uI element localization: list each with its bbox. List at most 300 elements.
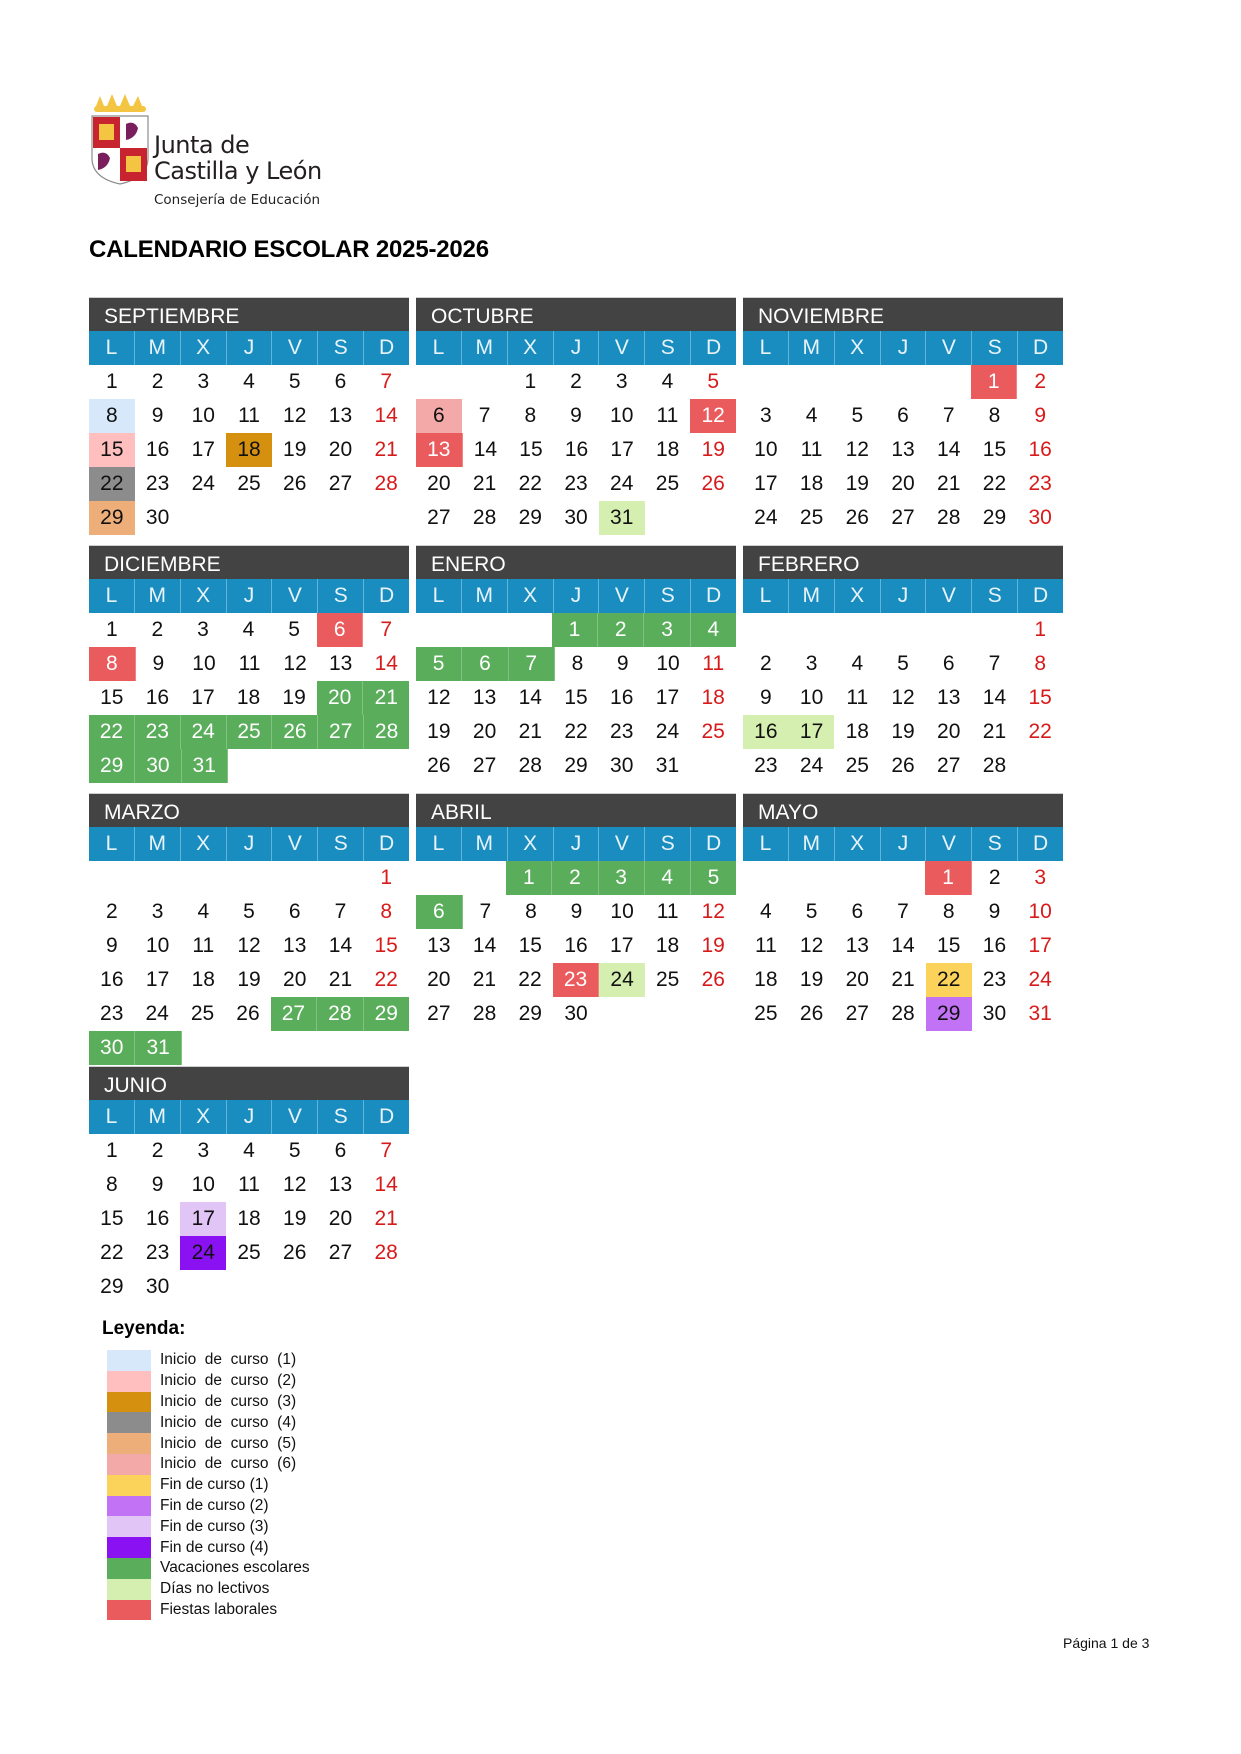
month-title: FEBRERO [743, 545, 1063, 579]
day-cell: 20 [427, 472, 451, 495]
empty-cell [227, 1031, 272, 1065]
weekday-label: L [89, 331, 135, 365]
month-marzo [89, 793, 409, 1065]
month-noviembre [743, 297, 1063, 535]
day-cell: 22 [374, 968, 398, 991]
day-cell: 16 [564, 438, 589, 461]
legend-label: Inicio de curso (5) [160, 1434, 297, 1452]
day-cell: 16 [145, 686, 170, 709]
day-cell: 26 [272, 715, 318, 749]
empty-cell [364, 1031, 409, 1065]
day-cell: 15 [100, 686, 124, 709]
empty-cell [743, 365, 789, 399]
day-cell: 13 [472, 686, 497, 709]
day-cell: 28 [374, 472, 398, 495]
day-cell: 2 [151, 1139, 164, 1162]
day-cell: 5 [897, 652, 909, 675]
day-cell: 13 [328, 1173, 353, 1196]
legend-label: Fin de curso (1) [160, 1476, 269, 1494]
empty-cell [364, 749, 409, 783]
day-cell: 21 [328, 968, 353, 991]
day-cell: 21 [891, 968, 915, 991]
week-row [743, 433, 1063, 467]
day-cell: 3 [197, 1139, 210, 1162]
day-cell: 7 [380, 370, 393, 393]
day-cell: 8 [89, 647, 136, 681]
day-cell: 30 [145, 1275, 170, 1298]
month-title: MARZO [89, 793, 409, 827]
empty-cell [743, 613, 789, 647]
day-cell: 9 [152, 652, 165, 675]
day-cell: 8 [1034, 652, 1047, 675]
day-cell: 23 [564, 472, 588, 495]
day-cell: 7 [942, 404, 955, 427]
legend-item [107, 1516, 310, 1537]
week-row [743, 365, 1063, 399]
day-cell: 15 [518, 934, 542, 957]
weekday-label: V [272, 331, 318, 365]
day-cell: 2 [1034, 370, 1047, 393]
week-row [416, 647, 736, 681]
weekday-header [89, 331, 409, 365]
empty-cell [880, 861, 926, 895]
week-row [89, 895, 409, 929]
day-cell: 5 [851, 404, 864, 427]
day-cell: 17 [191, 686, 215, 709]
week-row [89, 1134, 409, 1168]
day-cell: 10 [191, 1173, 215, 1196]
week-row [743, 467, 1063, 501]
empty-cell [645, 997, 691, 1031]
weekday-label: L [416, 331, 462, 365]
legend-item [107, 1433, 310, 1454]
day-cell: 23 [145, 472, 170, 495]
day-cell: 30 [1028, 506, 1052, 529]
page-title: CALENDARIO ESCOLAR 2025-2026 [89, 236, 489, 263]
day-cell: 18 [701, 686, 725, 709]
day-cell: 13 [329, 652, 353, 675]
weekday-label: S [318, 331, 364, 365]
day-cell: 29 [364, 997, 409, 1031]
weekday-label: D [706, 336, 722, 359]
day-cell: 10 [192, 652, 216, 675]
empty-cell [599, 997, 645, 1031]
day-cell: 3 [599, 861, 645, 895]
weekday-label: J [227, 331, 273, 365]
weekday-header [416, 827, 736, 861]
day-cell: 12 [283, 404, 307, 427]
day-cell: 18 [655, 934, 680, 957]
day-cell: 2 [151, 370, 164, 393]
day-cell: 19 [799, 968, 824, 991]
weekday-label: M [135, 331, 181, 365]
day-cell: 18 [845, 720, 869, 743]
day-cell: 5 [288, 618, 300, 641]
day-cell: 14 [374, 652, 398, 675]
day-cell: 10 [145, 934, 170, 957]
weekday-label: X [181, 1100, 227, 1134]
day-cell: 5 [691, 861, 736, 895]
day-cell: 11 [754, 934, 777, 957]
empty-cell [926, 613, 972, 647]
day-cell: 16 [145, 1207, 170, 1230]
week-row [89, 1270, 409, 1304]
day-cell: 17 [1028, 934, 1052, 957]
weekday-header [89, 1100, 409, 1134]
day-cell: 22 [89, 467, 135, 501]
day-cell: 26 [283, 1241, 307, 1264]
day-cell: 8 [380, 900, 393, 923]
day-cell: 27 [328, 1241, 353, 1264]
week-row [416, 963, 736, 997]
day-cell: 26 [236, 1002, 260, 1025]
day-cell: 6 [416, 895, 463, 929]
day-cell: 12 [799, 934, 824, 957]
day-cell: 11 [846, 686, 869, 709]
day-cell: 30 [564, 1002, 588, 1025]
color-swatch-icon [107, 1350, 151, 1371]
weekday-label: L [416, 827, 462, 861]
page-number: Página 1 de 3 [1063, 1635, 1150, 1651]
day-cell: 26 [283, 472, 307, 495]
day-cell: 4 [243, 370, 255, 393]
day-cell: 16 [1028, 438, 1052, 461]
week-row [89, 365, 409, 399]
empty-cell [226, 501, 272, 535]
weekday-label: D [379, 584, 395, 607]
day-cell: 24 [180, 1236, 226, 1270]
weekday-label: D [1033, 832, 1049, 855]
day-cell: 20 [317, 681, 364, 715]
week-row [416, 501, 736, 535]
day-cell: 6 [851, 900, 864, 923]
empty-cell [318, 1270, 364, 1304]
day-cell: 22 [89, 715, 135, 749]
day-cell: 12 [690, 399, 736, 433]
month-title: ENERO [416, 545, 736, 579]
weekday-label: J [881, 579, 927, 613]
day-cell: 26 [799, 1002, 824, 1025]
day-cell: 27 [472, 754, 497, 777]
day-cell: 19 [283, 438, 307, 461]
day-cell: 6 [897, 404, 909, 427]
day-cell: 30 [89, 1031, 135, 1065]
day-cell: 9 [570, 404, 582, 427]
empty-cell [416, 365, 462, 399]
empty-cell [925, 365, 971, 399]
day-cell: 22 [926, 963, 972, 997]
day-cell: 2 [570, 370, 582, 393]
day-cell: 4 [851, 652, 864, 675]
month-title: DICIEMBRE [89, 545, 409, 579]
day-cell: 5 [288, 1139, 301, 1162]
day-cell: 13 [891, 438, 915, 461]
day-cell: 4 [661, 370, 674, 393]
day-cell: 7 [988, 652, 1001, 675]
day-cell: 15 [564, 686, 588, 709]
day-cell: 28 [982, 754, 1007, 777]
weekday-label: L [89, 1100, 135, 1134]
weekday-label: J [881, 331, 927, 365]
day-cell: 23 [982, 968, 1007, 991]
weekday-label: M [462, 579, 508, 613]
day-cell: 27 [427, 506, 451, 529]
day-cell: 28 [891, 1002, 915, 1025]
empty-cell [182, 1031, 227, 1065]
day-cell: 15 [1028, 686, 1052, 709]
week-row [89, 861, 409, 895]
legend-item [107, 1392, 310, 1413]
day-cell: 13 [845, 934, 869, 957]
day-cell: 30 [564, 506, 588, 529]
weekday-label: J [227, 827, 273, 861]
color-swatch-icon [107, 1433, 151, 1454]
month-title: OCTUBRE [416, 297, 736, 331]
week-row [89, 715, 409, 749]
day-cell: 23 [553, 963, 600, 997]
week-row [743, 647, 1063, 681]
day-cell: 14 [374, 1173, 398, 1196]
day-cell: 29 [89, 749, 135, 783]
day-cell: 1 [925, 861, 972, 895]
day-cell: 19 [237, 968, 261, 991]
legend-item [107, 1600, 310, 1621]
weekday-label: V [599, 827, 645, 861]
day-cell: 24 [1028, 968, 1052, 991]
day-cell: 16 [564, 934, 588, 957]
day-cell: 18 [754, 968, 778, 991]
day-cell: 15 [100, 1207, 124, 1230]
day-cell: 11 [800, 438, 823, 461]
day-cell: 12 [891, 686, 915, 709]
week-row [743, 399, 1063, 433]
day-cell: 13 [283, 934, 307, 957]
day-cell: 2 [988, 866, 1001, 889]
day-cell: 9 [1034, 404, 1047, 427]
day-cell: 26 [701, 968, 725, 991]
weekday-label: V [599, 579, 645, 613]
day-cell: 30 [982, 1002, 1007, 1025]
day-cell: 7 [479, 900, 492, 923]
day-cell: 31 [599, 501, 645, 535]
day-cell: 10 [799, 686, 824, 709]
week-row [416, 997, 736, 1031]
weekday-label: M [789, 331, 835, 365]
day-cell: 3 [197, 370, 210, 393]
day-cell: 15 [937, 934, 961, 957]
day-cell: 17 [789, 715, 835, 749]
weekday-label: L [89, 827, 135, 861]
day-cell: 7 [380, 1139, 393, 1162]
day-cell: 19 [845, 472, 869, 495]
day-cell: 29 [564, 754, 588, 777]
day-cell: 26 [845, 506, 869, 529]
day-cell: 14 [518, 686, 542, 709]
day-cell: 1 [1034, 618, 1047, 641]
day-cell: 18 [237, 1207, 261, 1230]
day-cell: 19 [891, 720, 915, 743]
day-cell: 29 [926, 997, 972, 1031]
color-swatch-icon [107, 1537, 151, 1558]
day-cell: 26 [701, 472, 725, 495]
day-cell: 5 [707, 370, 720, 393]
day-cell: 14 [891, 934, 915, 957]
day-cell: 8 [524, 404, 537, 427]
day-cell: 26 [891, 754, 915, 777]
legend-item [107, 1350, 310, 1371]
day-cell: 2 [552, 861, 598, 895]
weekday-label: S [318, 1100, 364, 1134]
day-cell: 24 [754, 506, 778, 529]
day-cell: 1 [552, 613, 598, 647]
day-cell: 7 [380, 618, 393, 641]
day-cell: 21 [472, 968, 497, 991]
day-cell: 12 [845, 438, 869, 461]
day-cell: 16 [100, 968, 124, 991]
week-row [89, 997, 409, 1031]
day-cell: 24 [181, 715, 227, 749]
color-swatch-icon [107, 1496, 151, 1517]
week-row [416, 467, 736, 501]
day-cell: 6 [288, 900, 301, 923]
week-row [89, 467, 409, 501]
day-cell: 20 [891, 472, 915, 495]
day-cell: 9 [151, 404, 164, 427]
day-cell: 21 [374, 438, 398, 461]
week-row [89, 929, 409, 963]
day-cell: 28 [364, 715, 409, 749]
week-row [89, 681, 409, 715]
org-name-line2: Castilla y León [154, 157, 322, 185]
day-cell: 16 [145, 438, 170, 461]
day-cell: 7 [897, 900, 909, 923]
day-cell: 29 [89, 501, 135, 535]
color-swatch-icon [107, 1392, 151, 1413]
week-row [743, 715, 1063, 749]
day-cell: 22 [518, 968, 542, 991]
day-cell: 6 [334, 370, 347, 393]
day-cell: 3 [151, 900, 164, 923]
legend-label: Inicio de curso (6) [160, 1455, 297, 1473]
color-swatch-icon [107, 1516, 151, 1537]
day-cell: 9 [151, 1173, 164, 1196]
empty-cell [363, 501, 409, 535]
day-cell: 28 [937, 506, 961, 529]
weekday-label: X [508, 331, 554, 365]
weekday-label: L [416, 579, 462, 613]
weekday-label: X [181, 331, 227, 365]
weekday-label: S [972, 579, 1018, 613]
day-cell: 2 [598, 613, 644, 647]
legend-item [107, 1579, 310, 1600]
week-row [743, 861, 1063, 895]
weekday-header [743, 827, 1063, 861]
day-cell: 5 [288, 370, 301, 393]
day-cell: 28 [518, 754, 542, 777]
day-cell: 30 [135, 749, 181, 783]
empty-cell [228, 749, 273, 783]
day-cell: 11 [656, 404, 679, 427]
day-cell: 18 [191, 968, 215, 991]
day-cell: 25 [701, 720, 725, 743]
day-cell: 28 [374, 1241, 398, 1264]
day-cell: 8 [571, 652, 584, 675]
day-cell: 11 [238, 404, 260, 427]
day-cell: 27 [318, 715, 364, 749]
empty-cell [834, 861, 880, 895]
color-swatch-icon [107, 1371, 151, 1392]
day-cell: 19 [701, 934, 725, 957]
week-row [89, 1031, 409, 1065]
empty-cell [273, 749, 318, 783]
day-cell: 2 [760, 652, 772, 675]
weekday-label: S [645, 827, 691, 861]
day-cell: 11 [702, 652, 725, 675]
day-cell: 25 [655, 472, 680, 495]
week-row [89, 613, 409, 647]
day-cell: 17 [610, 934, 634, 957]
empty-cell [645, 501, 691, 535]
day-cell: 27 [328, 472, 353, 495]
week-row [89, 399, 409, 433]
empty-cell [135, 861, 181, 895]
day-cell: 15 [374, 934, 398, 957]
day-cell: 19 [282, 686, 306, 709]
empty-cell [743, 861, 789, 895]
weekday-label: D [706, 832, 722, 855]
weekday-label: L [743, 579, 789, 613]
empty-cell [318, 861, 364, 895]
week-row [416, 929, 736, 963]
weekday-header [416, 579, 736, 613]
day-cell: 1 [106, 370, 118, 393]
day-cell: 19 [427, 720, 451, 743]
legend-label: Vacaciones escolares [160, 1559, 310, 1577]
weekday-label: J [554, 827, 600, 861]
day-cell: 9 [106, 934, 118, 957]
legend-label: Fiestas laborales [160, 1600, 278, 1618]
day-cell: 18 [799, 472, 824, 495]
weekday-label: V [599, 331, 645, 365]
color-swatch-icon [107, 1558, 151, 1579]
color-swatch-icon [107, 1579, 151, 1600]
day-cell: 8 [106, 1173, 118, 1196]
day-cell: 28 [472, 506, 497, 529]
month-abril [416, 793, 736, 1031]
empty-cell [180, 1270, 226, 1304]
org-name-line1: Junta de [154, 131, 250, 159]
weekday-label: V [926, 579, 972, 613]
weekday-label: S [645, 579, 691, 613]
day-cell: 4 [243, 1139, 255, 1162]
weekday-label: M [789, 579, 835, 613]
weekday-label: X [835, 579, 881, 613]
day-cell: 27 [271, 997, 317, 1031]
month-title: JUNIO [89, 1066, 409, 1100]
week-row [89, 1236, 409, 1270]
day-cell: 9 [616, 652, 629, 675]
day-cell: 13 [416, 433, 463, 467]
empty-cell [880, 613, 926, 647]
weekday-label: X [508, 827, 554, 861]
legend-item [107, 1558, 310, 1579]
weekday-label: D [1033, 336, 1049, 359]
empty-cell [318, 749, 363, 783]
day-cell: 14 [473, 438, 498, 461]
day-cell: 10 [191, 404, 215, 427]
month-diciembre [89, 545, 409, 783]
day-cell: 24 [610, 472, 634, 495]
